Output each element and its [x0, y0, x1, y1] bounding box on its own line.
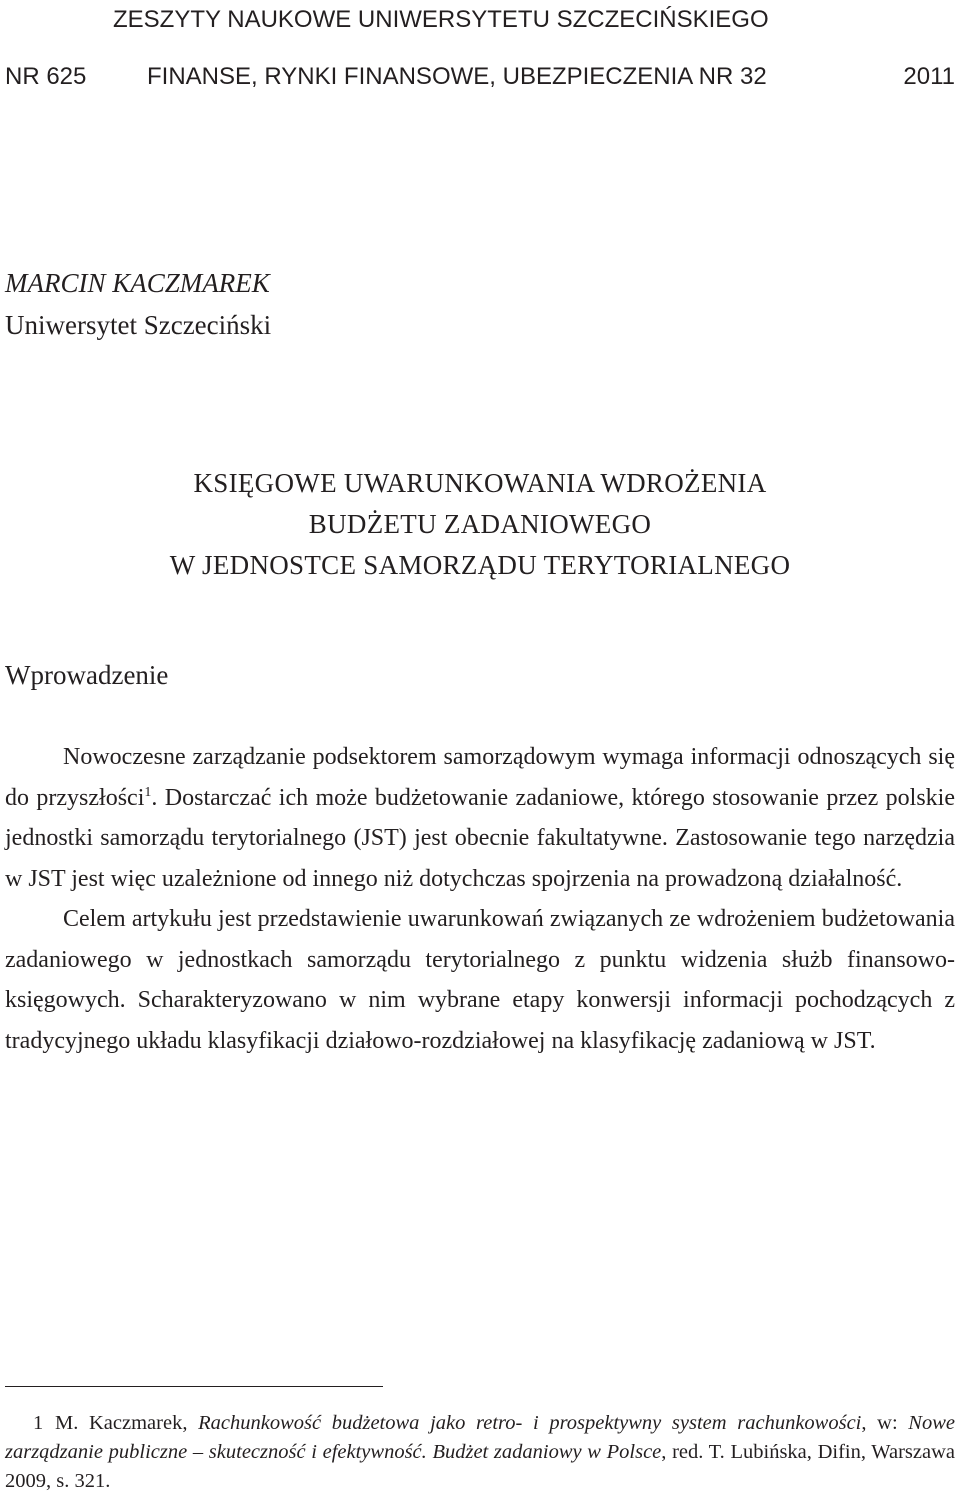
footnote-work-title: Rachunkowość budżetowa jako retro- i prospektywny system rachunkowości: [198, 1412, 862, 1434]
footnote-number: 1: [33, 1412, 44, 1434]
body-paragraph: Celem artykułu jest przedstawienie uwarunkowań związanych ze wdrożeniem budżetowania zadaniowego w jednostkach samorządu terytorialnego z punktu widzenia służb finansowo-księgowych. Scharakteryzowano w nim wybrane etapy konwersji informacji pochodzących z tradycyjnego układu klasyfikacji działowo-rozdziałowej na klasyfikację zadaniową w JST.: [5, 906, 955, 1054]
footnote-volume-title: Nowe zarządzanie publiczne – skuteczność i efektywność. Budżet zadaniowy w Polsce: [5, 1412, 955, 1463]
issue-series: FINANSE, RYNKI FINANSOWE, UBEZPIECZENIA NR 32: [147, 63, 767, 90]
article-title-line: W JEDNOSTCE SAMORZĄDU TERYTORIALNEGO: [169, 550, 791, 580]
body-text-span: Nowoczesne zarządzanie podsektorem samorządowym wymaga informacji odnoszących się do przyszłości: [5, 744, 955, 811]
article-title: [0, 463, 960, 586]
article-title-line: KSIĘGOWE UWARUNKOWANIA WDROŻENIA: [193, 468, 767, 498]
body-text-span: . Dostarczać ich może budżetowanie zadaniowe, którego stosowanie przez polskie jednostki samorządu terytorialnego (JST) jest obecnie fakultatywne. Zastosowanie tego narzędzia w JST jest więc uzależnione od innego niż dotychczas spojrzenia na prowadzoną działalność.: [5, 784, 956, 892]
journal-series-title: ZESZYTY NAUKOWE UNIWERSYTETU SZCZECIŃSKIEGO: [113, 6, 769, 33]
article-title-line: BUDŻETU ZADANIOWEGO: [308, 509, 652, 539]
footnote-author: M. Kaczmarek,: [55, 1412, 199, 1434]
footnote-in-label: , w:: [861, 1412, 909, 1434]
issue-number: NR 625: [5, 63, 87, 90]
footnote-details: , red. T. Lubińska, Difin, Warszawa 2009, s. 321.: [5, 1441, 955, 1492]
issue-line: [5, 63, 955, 93]
footnote: [5, 1409, 955, 1496]
footnote-reference[interactable]: 1: [144, 784, 152, 800]
body-paragraph: [5, 737, 955, 899]
body-text: [5, 737, 955, 1061]
footnote-separator: [5, 1386, 383, 1387]
author-name: MARCIN KACZMAREK: [5, 268, 270, 298]
section-heading: Wprowadzenie: [5, 660, 169, 690]
author-affiliation: Uniwersytet Szczeciński: [5, 310, 272, 340]
issue-year: 2011: [903, 63, 955, 90]
